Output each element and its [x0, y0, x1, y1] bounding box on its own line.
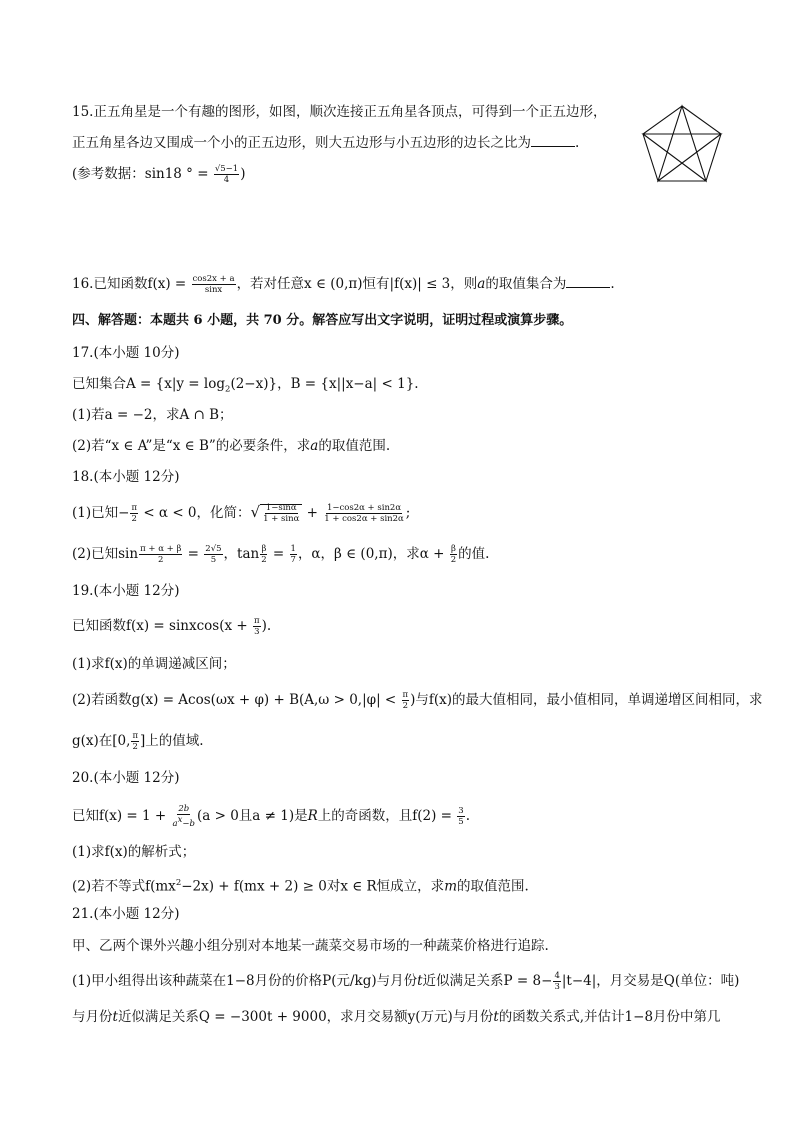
frac-numerator: 1−cos2α + sin2α	[326, 503, 402, 513]
q18-radical	[260, 503, 302, 524]
q20-p2b: −2x) + f(mx + 2) ≥ 0对x ∈ R恒成立，求	[181, 878, 445, 895]
frac-denominator: 3	[554, 982, 560, 992]
q21-p2b: 近似满足关系Q = −300t + 9000，求月交易额y(万元)与月份	[117, 1009, 494, 1025]
q21-p2var: t	[112, 1009, 118, 1025]
frac-den-base: a	[172, 818, 178, 829]
q15-end: .	[575, 135, 580, 151]
frac-denominator: 2	[402, 701, 409, 711]
q18-p2-frac1	[139, 544, 182, 565]
outer-pentagon	[643, 106, 721, 181]
q20-head	[72, 769, 179, 787]
q18-p2eq2: =	[268, 546, 289, 562]
radical-sign: √	[250, 503, 261, 521]
q17-head	[72, 344, 179, 362]
q18-p2eq: =	[183, 546, 204, 562]
q18-head-text: 18.(本小题 12分)	[72, 469, 180, 485]
frac-numerator: 1−sinα	[265, 503, 297, 513]
q16-suffix: 的取值集合为	[485, 276, 567, 292]
frac-denominator: 2	[158, 555, 164, 565]
frac-denominator: 5	[458, 816, 464, 827]
q19-part2	[72, 690, 763, 711]
q20-head-text: 20.(本小题 12分)	[72, 770, 180, 786]
q16-line	[72, 274, 615, 295]
frac-denominator: 1 + cos2α + sin2α	[324, 514, 404, 524]
q16-middle: ，若对任意x ∈ (0,π)恒有|f(x)| ≤ 3，则	[236, 276, 478, 292]
frac-numerator: √5−1	[214, 164, 239, 174]
q21-p2a: 与月份	[72, 1009, 113, 1025]
frac-denominator: 1 + sinα	[263, 514, 300, 524]
answer-blank[interactable]	[566, 275, 610, 288]
q17-part1	[72, 406, 233, 424]
q20-part2	[72, 874, 529, 896]
q18-p1plus: +	[302, 505, 323, 521]
q20-p2c: 的取值范围.	[457, 878, 529, 895]
frac-denominator: 2	[132, 742, 138, 752]
q17-l1a: 已知集合A = {x|y = log	[72, 376, 226, 392]
q21-p1a: (1)甲小组得出该种蔬菜在1−8月份的价格P(元/kg)与月份	[72, 973, 418, 989]
frac-numerator: π	[132, 731, 139, 741]
q18-p2-frac3	[260, 544, 267, 565]
q16-fraction	[192, 274, 236, 295]
q20-p2sup: 2	[175, 878, 182, 888]
frac-numerator: π	[253, 616, 260, 626]
q21-l1: 甲、乙两个课外兴趣小组分别对本地某一蔬菜交易市场的一种蔬菜价格进行追踪.	[72, 938, 549, 954]
q18-p2d: 的值.	[458, 546, 490, 562]
pentagram-figure	[640, 103, 724, 185]
q18-part2	[72, 544, 489, 565]
q18-part1	[72, 503, 410, 524]
q19-p1: (1)求f(x)的单调递减区间；	[72, 656, 236, 672]
q20-l1c: 上的奇函数，且f(2) =	[317, 807, 457, 824]
q17-line1	[72, 375, 419, 399]
frac-numerator: cos2x + a	[192, 274, 235, 284]
q17-p2a: (2)若“x ∈ A”是“x ∈ B”的必要条件，求	[72, 438, 311, 454]
q21-p1c: |t−4|，月交易是Q(单位：吨)	[561, 973, 740, 989]
q17-l1b: (2−x)}，B = {x||x−a| < 1}.	[230, 376, 419, 392]
q19-head-text: 19.(本小题 12分)	[72, 583, 180, 599]
q15-text2: 正五角星各边又围成一个小的正五边形，则大五边形与小五边形的边长之比为	[72, 135, 531, 151]
q18-p1-frac2	[323, 503, 405, 524]
q19-p2c-frac	[131, 731, 139, 752]
q19-p2d: ]上的值域.	[140, 733, 204, 749]
q16-end: .	[610, 276, 615, 292]
q17-p1: (1)若a = −2，求A ∩ B；	[72, 407, 233, 423]
q20-l1d: .	[465, 807, 470, 824]
q20-line1	[72, 804, 470, 829]
q18-p2c: ，α，β ∈ (0,π)，求α +	[297, 546, 449, 562]
q21-p2var2: t	[493, 1009, 499, 1025]
q21-p1b: 近似满足关系P = 8−	[422, 973, 553, 989]
frac-numerator: π	[402, 690, 409, 700]
frac-numerator: 4	[554, 971, 560, 981]
q20-p2a: (2)若不等式f(mx	[72, 878, 176, 895]
q20-p1: (1)求f(x)的解析式；	[72, 844, 196, 860]
frac-numerator: β	[261, 544, 267, 554]
frac-denominator: 7	[290, 555, 296, 565]
q15-text1: 15.正五角星是一个有趣的图形，如图，顺次连接正五角星各顶点，可得到一个正五边形，	[72, 104, 607, 120]
section-heading-text: 四、解答题：本题共 6 小题，共 70 分。解答应写出文字说明，证明过程或演算步骤。	[72, 313, 573, 328]
q15-line1	[72, 103, 606, 121]
q15-line2	[72, 134, 579, 152]
q19-part2-cont	[72, 731, 204, 752]
q19-head	[72, 582, 179, 600]
q18-head	[72, 468, 179, 486]
q20-l1var: R	[307, 807, 318, 824]
q20-l1-frac	[172, 804, 196, 829]
q19-p2c: g(x)在[0,	[72, 733, 131, 749]
q18-radical-frac	[262, 503, 300, 524]
q18-p1a: (1)已知−	[72, 505, 130, 521]
q21-p2c: 的函数关系式,并估计1−8月份中第几	[498, 1009, 721, 1025]
frac-numerator: 2√5	[205, 544, 222, 554]
q15-ref	[72, 164, 245, 185]
frac-denominator: 5	[210, 555, 217, 565]
q15-ref-fraction	[214, 164, 239, 185]
q20-l1a: 已知f(x) = 1 +	[72, 807, 171, 824]
frac-denominator: 2	[261, 555, 267, 565]
q17-p2var: a	[310, 438, 319, 454]
q19-p2-frac	[402, 690, 410, 711]
q18-p1-frac	[130, 503, 138, 524]
q17-part2	[72, 437, 390, 455]
q19-line1	[72, 616, 271, 637]
q20-p2var: m	[444, 878, 457, 895]
frac-numerator: β	[450, 544, 456, 554]
q17-p2b: 的取值范围.	[318, 438, 391, 454]
frac-numerator: π + α + β	[140, 544, 182, 554]
frac-numerator: 3	[458, 805, 464, 816]
q17-l1sub: 2	[225, 384, 231, 395]
frac-numerator: 1	[290, 544, 296, 554]
q16-prefix: 16.已知函数f(x) =	[72, 276, 191, 292]
q18-p2a: (2)已知sin	[72, 546, 139, 562]
q20-l1-frac2	[457, 806, 464, 827]
frac-den-rest: −b	[182, 818, 195, 829]
frac-denominator: 2	[450, 555, 457, 565]
q18-p2-frac2	[204, 544, 222, 565]
q19-l1-frac	[253, 616, 261, 637]
q21-head-text: 21.(本小题 12分)	[72, 906, 180, 922]
q18-p1end: ;	[405, 505, 411, 521]
q21-line1	[72, 937, 549, 955]
frac-numerator: 2b	[178, 804, 190, 814]
q18-p1b: < α < 0，化简：	[139, 505, 251, 521]
q18-p2-frac4	[290, 544, 297, 565]
q21-head	[72, 905, 179, 923]
frac-den-sup: x	[177, 815, 183, 825]
q21-part1	[72, 971, 739, 992]
frac-denominator: 2	[131, 514, 137, 524]
q19-p2a: (2)若函数g(x) = Acos(ωx + φ) + B(A,ω > 0,|φ| <	[72, 692, 401, 708]
answer-blank[interactable]	[531, 134, 575, 147]
q19-l1b: ).	[261, 618, 272, 634]
frac-denominator	[172, 815, 196, 829]
frac-denominator: 4	[223, 175, 230, 185]
q20-l1b: (a > 0且a ≠ 1)是	[196, 807, 308, 824]
q16-var: a	[477, 276, 486, 292]
q15-ref-suffix: )	[240, 166, 246, 182]
frac-denominator: sinx	[204, 285, 223, 295]
frac-denominator: 3	[254, 627, 260, 637]
q21-p1var: t	[417, 973, 423, 989]
section-heading	[72, 312, 572, 330]
q18-p2-frac5	[450, 544, 457, 565]
q19-l1a: 已知函数f(x) = sinxcos(x +	[72, 618, 252, 634]
q17-head-text: 17.(本小题 10分)	[72, 345, 180, 361]
q21-part1-cont	[72, 1008, 721, 1026]
q15-ref-prefix: (参考数据：sin18 ° =	[72, 166, 213, 182]
q19-part1	[72, 655, 236, 673]
frac-numerator: π	[131, 503, 138, 513]
q20-part1	[72, 843, 195, 861]
q18-p2b: ，tan	[223, 546, 260, 562]
q21-p1-frac	[553, 971, 560, 992]
q19-p2b: )与f(x)的最大值相同，最小值相同，单调递增区间相同，求	[410, 692, 763, 708]
